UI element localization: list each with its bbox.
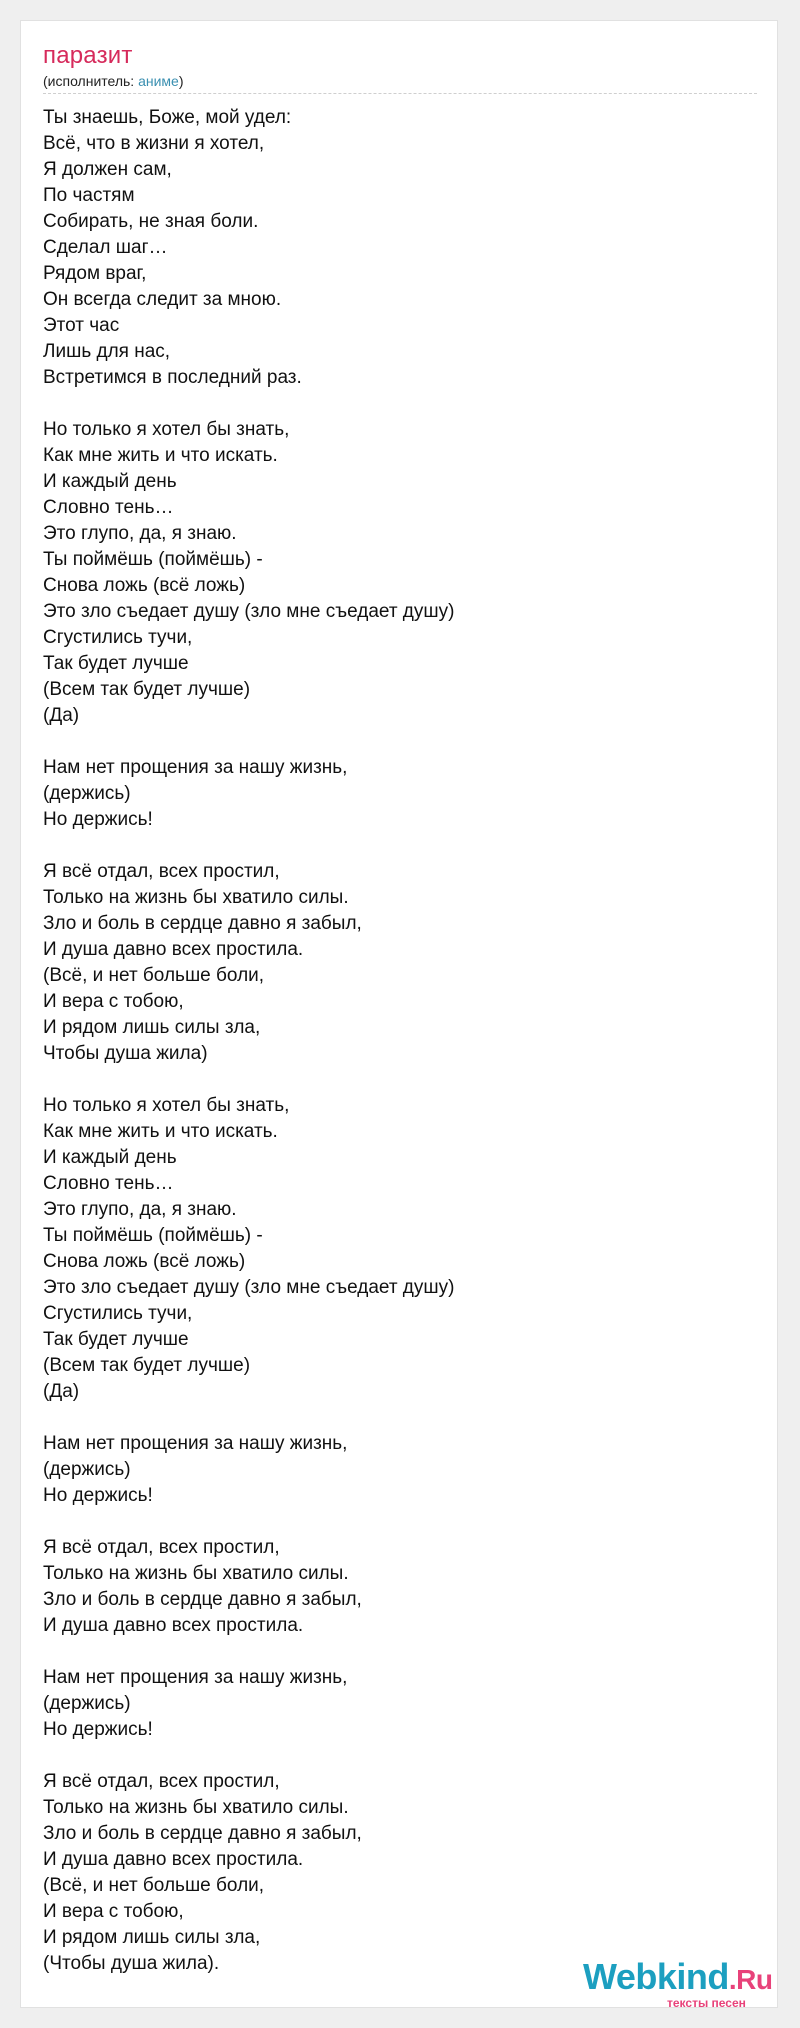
lyric-line: И душа давно всех простила. (43, 939, 304, 960)
lyric-line: Рядом враг, (43, 263, 147, 284)
lyric-line: Зло и боль в сердце давно я забыл, (43, 913, 362, 934)
lyric-line: Снова ложь (всё ложь) (43, 1251, 246, 1272)
performer-prefix: (исполнитель: (43, 73, 139, 89)
lyric-line: Сгустились тучи, (43, 627, 193, 648)
lyric-line: (Да) (43, 705, 80, 726)
lyrics-text (43, 105, 757, 1977)
lyric-line: И вера с тобою, (43, 1901, 184, 1922)
logo-brand: Webkind (583, 1956, 729, 1997)
lyric-line: Но держись! (43, 809, 153, 830)
lyric-line: Я всё отдал, всех простил, (43, 861, 280, 882)
title-separator (43, 93, 757, 94)
logo-wordmark (583, 1956, 772, 1998)
lyric-line: Ты поймёшь (поймёшь) - (43, 1225, 263, 1246)
lyric-line: И рядом лишь силы зла, (43, 1927, 261, 1948)
lyric-line: Нам нет прощения за нашу жизнь, (43, 757, 348, 778)
lyric-line: Он всегда следит за мною. (43, 289, 282, 310)
stanza-break (43, 1405, 757, 1431)
lyric-line: И рядом лишь силы зла, (43, 1017, 261, 1038)
lyric-line: Встретимся в последний раз. (43, 367, 302, 388)
lyric-line: Я всё отдал, всех простил, (43, 1537, 280, 1558)
lyric-line: Как мне жить и что искать. (43, 445, 278, 466)
lyric-line: Чтобы душа жила) (43, 1043, 208, 1064)
lyric-line: Зло и боль в сердце давно я забыл, (43, 1823, 362, 1844)
logo-tld: .Ru (728, 1964, 773, 1995)
lyric-line: Но держись! (43, 1719, 153, 1740)
lyric-line: Я всё отдал, всех простил, (43, 1771, 280, 1792)
lyric-line: Но только я хотел бы знать, (43, 419, 290, 440)
lyric-line: И душа давно всех простила. (43, 1849, 304, 1870)
lyric-line: Зло и боль в сердце давно я забыл, (43, 1589, 362, 1610)
lyric-line: (держись) (43, 1693, 131, 1714)
logo-tagline: тексты песен (667, 1996, 746, 2010)
lyric-line: Но только я хотел бы знать, (43, 1095, 290, 1116)
lyric-line: Словно тень… (43, 1173, 174, 1194)
site-logo[interactable] (583, 1956, 783, 2012)
lyric-line: Собирать, не зная боли. (43, 211, 259, 232)
lyric-line: И каждый день (43, 471, 177, 492)
stanza-break (43, 1067, 757, 1093)
stanza-break (43, 1743, 757, 1769)
lyric-line: Сделал шаг… (43, 237, 168, 258)
song-title: паразит (43, 42, 133, 69)
lyric-line: Лишь для нас, (43, 341, 171, 362)
lyric-line: Так будет лучше (43, 653, 189, 674)
lyric-line: Только на жизнь бы хватило силы. (43, 1563, 349, 1584)
lyric-line: Снова ложь (всё ложь) (43, 575, 246, 596)
stanza-break (43, 1509, 757, 1535)
lyric-line: И вера с тобою, (43, 991, 184, 1012)
performer-line (43, 73, 184, 90)
lyric-line: Ты поймёшь (поймёшь) - (43, 549, 263, 570)
lyric-line: Словно тень… (43, 497, 174, 518)
lyric-line: (Всем так будет лучше) (43, 679, 251, 700)
lyric-line: Этот час (43, 315, 120, 336)
lyric-line: Так будет лучше (43, 1329, 189, 1350)
lyric-line: Сгустились тучи, (43, 1303, 193, 1324)
lyric-line: Это глупо, да, я знаю. (43, 1199, 237, 1220)
lyric-line: Но держись! (43, 1485, 153, 1506)
lyric-line: Ты знаешь, Боже, мой удел: (43, 107, 292, 128)
lyric-line: (Всё, и нет больше боли, (43, 965, 265, 986)
lyric-line: По частям (43, 185, 135, 206)
lyric-line: (Да) (43, 1381, 80, 1402)
lyric-line: (Чтобы душа жила). (43, 1953, 220, 1974)
lyric-line: Всё, что в жизни я хотел, (43, 133, 265, 154)
lyric-line: И каждый день (43, 1147, 177, 1168)
lyric-line: Я должен сам, (43, 159, 172, 180)
stanza-break (43, 1639, 757, 1665)
lyric-line: Это зло съедает душу (зло мне съедает душу) (43, 1277, 455, 1298)
stanza-break (43, 391, 757, 417)
lyric-line: (держись) (43, 1459, 131, 1480)
lyric-line: Только на жизнь бы хватило силы. (43, 1797, 349, 1818)
performer-suffix: ) (178, 73, 184, 89)
lyric-line: (Всё, и нет больше боли, (43, 1875, 265, 1896)
lyric-line: Только на жизнь бы хватило силы. (43, 887, 349, 908)
stanza-break (43, 833, 757, 859)
lyrics-card (20, 20, 778, 2008)
lyric-line: (Всем так будет лучше) (43, 1355, 251, 1376)
stanza-break (43, 729, 757, 755)
lyric-line: Это глупо, да, я знаю. (43, 523, 237, 544)
artist-link[interactable]: аниме (138, 73, 179, 89)
lyric-line: И душа давно всех простила. (43, 1615, 304, 1636)
lyric-line: Нам нет прощения за нашу жизнь, (43, 1433, 348, 1454)
lyric-line: (держись) (43, 783, 131, 804)
lyric-line: Это зло съедает душу (зло мне съедает душу) (43, 601, 455, 622)
lyric-line: Как мне жить и что искать. (43, 1121, 278, 1142)
lyric-line: Нам нет прощения за нашу жизнь, (43, 1667, 348, 1688)
